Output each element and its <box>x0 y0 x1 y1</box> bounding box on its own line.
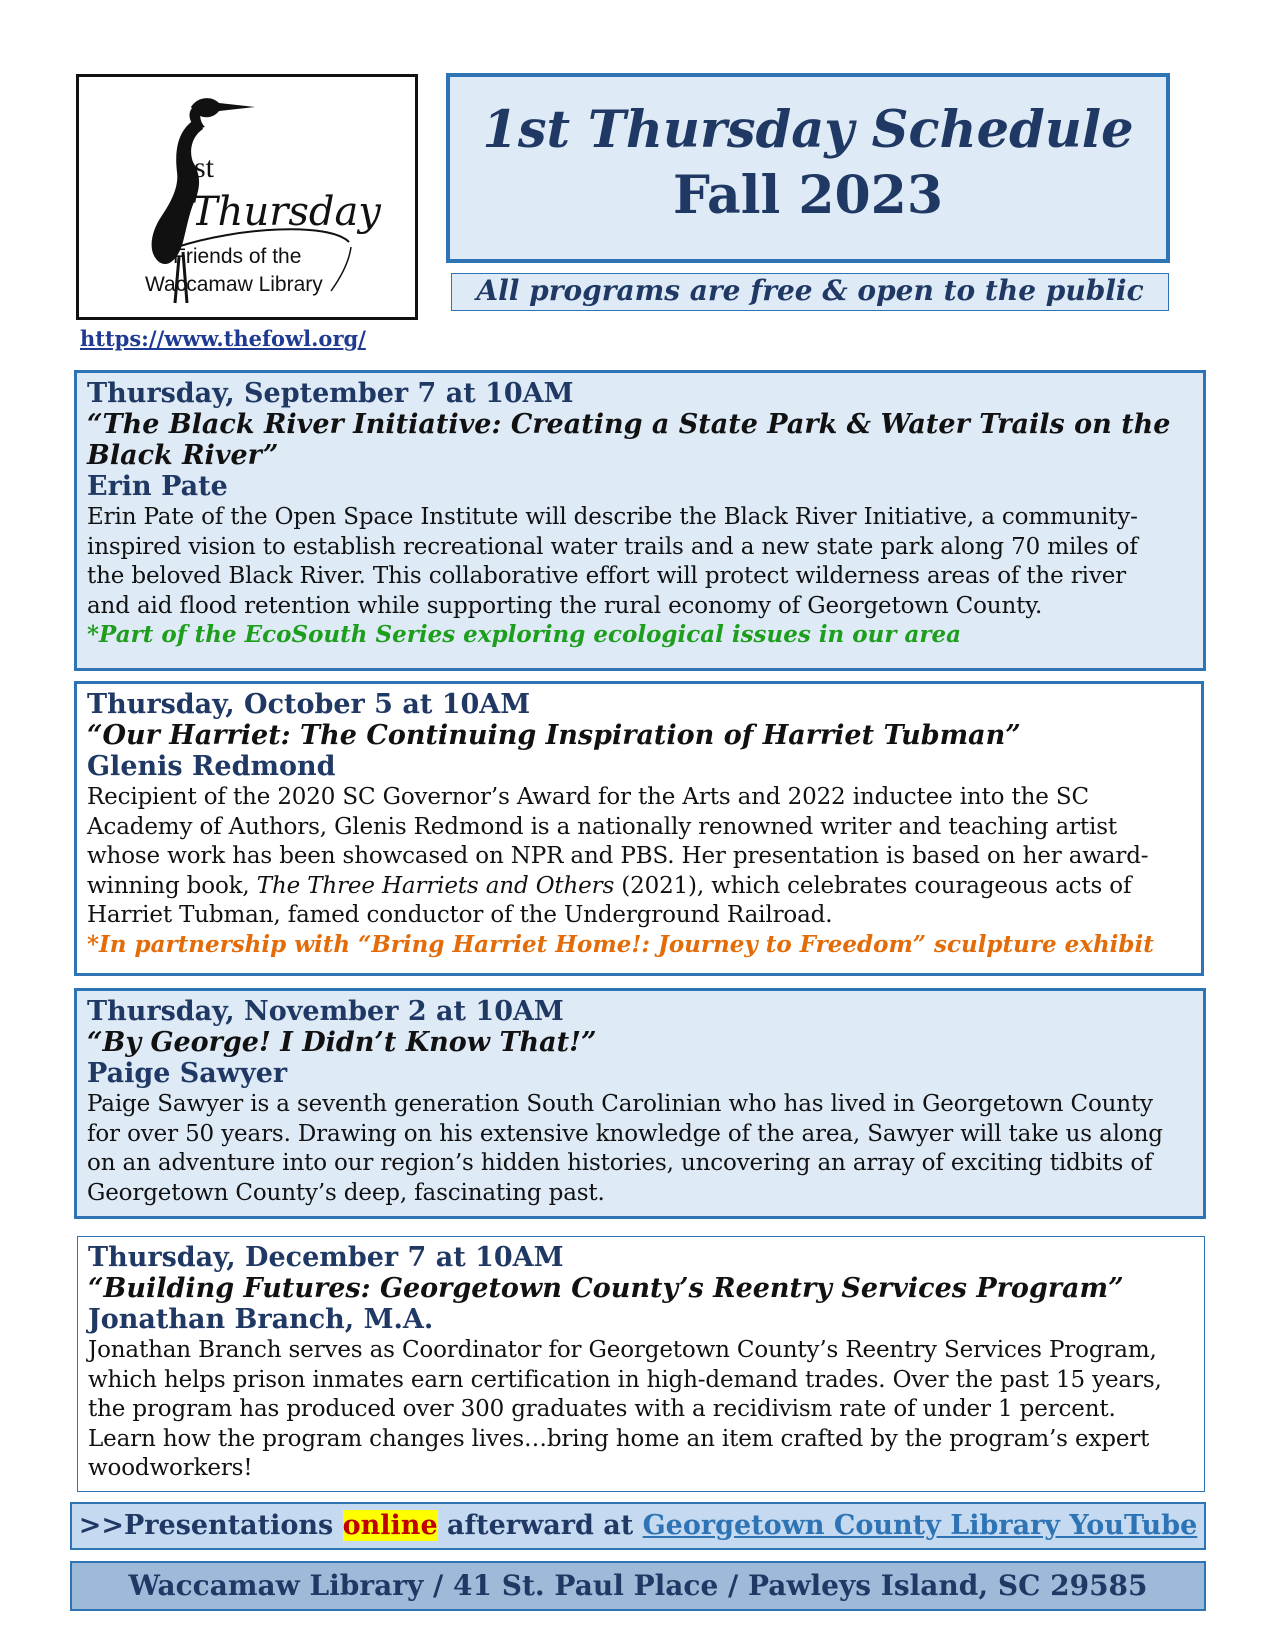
logo-text-thursday: Thursday <box>191 189 381 235</box>
logo-text-library: Waccamaw Library <box>145 273 323 296</box>
title-box <box>446 73 1170 263</box>
desc-line: winning book, The Three Harriets and Others (2021), which celebrates courageous acts of <box>87 872 1132 899</box>
online-text-pre: >>Presentations <box>78 1510 343 1541</box>
event-date: Thursday, September 7 at 10AM <box>87 378 574 409</box>
event-description <box>88 1336 1204 1484</box>
desc-line: inspired vision to establish recreational water trails and a new state park along 70 miles of <box>87 533 1138 560</box>
desc-line: for over 50 years. Drawing on his extensive knowledge of the area, Sawyer will take us along <box>87 1120 1163 1147</box>
heron-icon <box>79 77 415 317</box>
book-title: The Three Harriets and Others <box>256 872 615 899</box>
event-card-october <box>74 681 1204 976</box>
event-date: Thursday, November 2 at 10AM <box>87 996 564 1027</box>
event-card-september <box>74 370 1206 671</box>
page-subtitle-season: Fall 2023 <box>672 165 944 226</box>
desc-line: Georgetown County’s deep, fascinating past. <box>87 1179 605 1206</box>
desc-line: whose work has been showcased on NPR and PBS. Her presentation is based on her award- <box>87 843 1149 869</box>
event-title: “Our Harriet: The Continuing Inspiration of Harriet Tubman” <box>87 720 1021 751</box>
online-banner <box>70 1502 1206 1550</box>
event-speaker: Jonathan Branch, M.A. <box>88 1304 434 1335</box>
event-title-cont: Black River” <box>87 440 279 471</box>
logo <box>76 74 418 320</box>
event-title: “By George! I Didn’t Know That!” <box>87 1027 597 1058</box>
logo-text-1st: 1st <box>179 151 215 184</box>
online-text-mid: afterward at <box>437 1510 643 1541</box>
desc-line: Recipient of the 2020 SC Governor’s Award for the Arts and 2022 inductee into the SC <box>87 784 1089 810</box>
desc-line: Harriet Tubman, famed conductor of the Underground Railroad. <box>87 902 833 928</box>
event-description <box>87 783 1201 931</box>
desc-line: and aid flood retention while supporting the rural economy of Georgetown County. <box>87 592 1043 619</box>
desc-line: the program has produced over 300 graduates with a recidivism rate of under 1 percent. <box>88 1396 1116 1422</box>
desc-line: which helps prison inmates earn certification in high-demand trades. Over the past 15 years, <box>88 1366 1162 1393</box>
event-description <box>87 503 1203 621</box>
desc-line: on an adventure into our region’s hidden histories, uncovering an array of exciting tidbits of <box>87 1150 1153 1176</box>
desc-line: Paige Sawyer is a seventh generation South Carolinian who has lived in Georgetown County <box>87 1091 1153 1117</box>
event-date: Thursday, December 7 at 10AM <box>88 1242 564 1273</box>
youtube-link[interactable]: Georgetown County Library YouTube <box>642 1510 1198 1541</box>
event-speaker: Glenis Redmond <box>87 751 336 782</box>
desc-line: woodworkers! <box>88 1455 253 1481</box>
desc-line: Jonathan Branch serves as Coordinator for Georgetown County’s Reentry Services Program, <box>88 1337 1157 1363</box>
event-title: “The Black River Initiative: Creating a State Park & Water Trails on the <box>87 409 1171 440</box>
event-date: Thursday, October 5 at 10AM <box>87 689 531 720</box>
event-speaker: Erin Pate <box>87 471 228 502</box>
event-title: “Building Futures: Georgetown County’s Reentry Services Program” <box>88 1273 1124 1304</box>
logo-text-friends: Friends of the <box>173 245 302 268</box>
event-note: *Part of the EcoSouth Series exploring ecological issues in our area <box>87 621 962 648</box>
online-highlight: online <box>342 1510 438 1541</box>
website-link[interactable]: https://www.thefowl.org/ <box>80 326 366 351</box>
free-programs-banner: All programs are free & open to the public <box>451 273 1169 311</box>
event-card-november <box>74 988 1206 1219</box>
event-speaker: Paige Sawyer <box>87 1058 288 1089</box>
page-title: 1st Thursday Schedule <box>482 100 1134 160</box>
desc-line: the beloved Black River. This collaborative effort will protect wilderness areas of the river <box>87 563 1127 589</box>
event-description <box>87 1090 1203 1208</box>
desc-line: Erin Pate of the Open Space Institute will describe the Black River Initiative, a community- <box>87 504 1138 530</box>
desc-line: Academy of Authors, Glenis Redmond is a nationally renowned writer and teaching artist <box>87 813 1117 840</box>
event-card-december <box>77 1236 1205 1492</box>
desc-line: Learn how the program changes lives…bring home an item crafted by the program’s expert <box>88 1425 1150 1452</box>
address-banner: Waccamaw Library / 41 St. Paul Place / Pawleys Island, SC 29585 <box>70 1561 1206 1611</box>
event-note: *In partnership with “Bring Harriet Home!: Journey to Freedom” sculpture exhibit <box>87 930 1154 958</box>
